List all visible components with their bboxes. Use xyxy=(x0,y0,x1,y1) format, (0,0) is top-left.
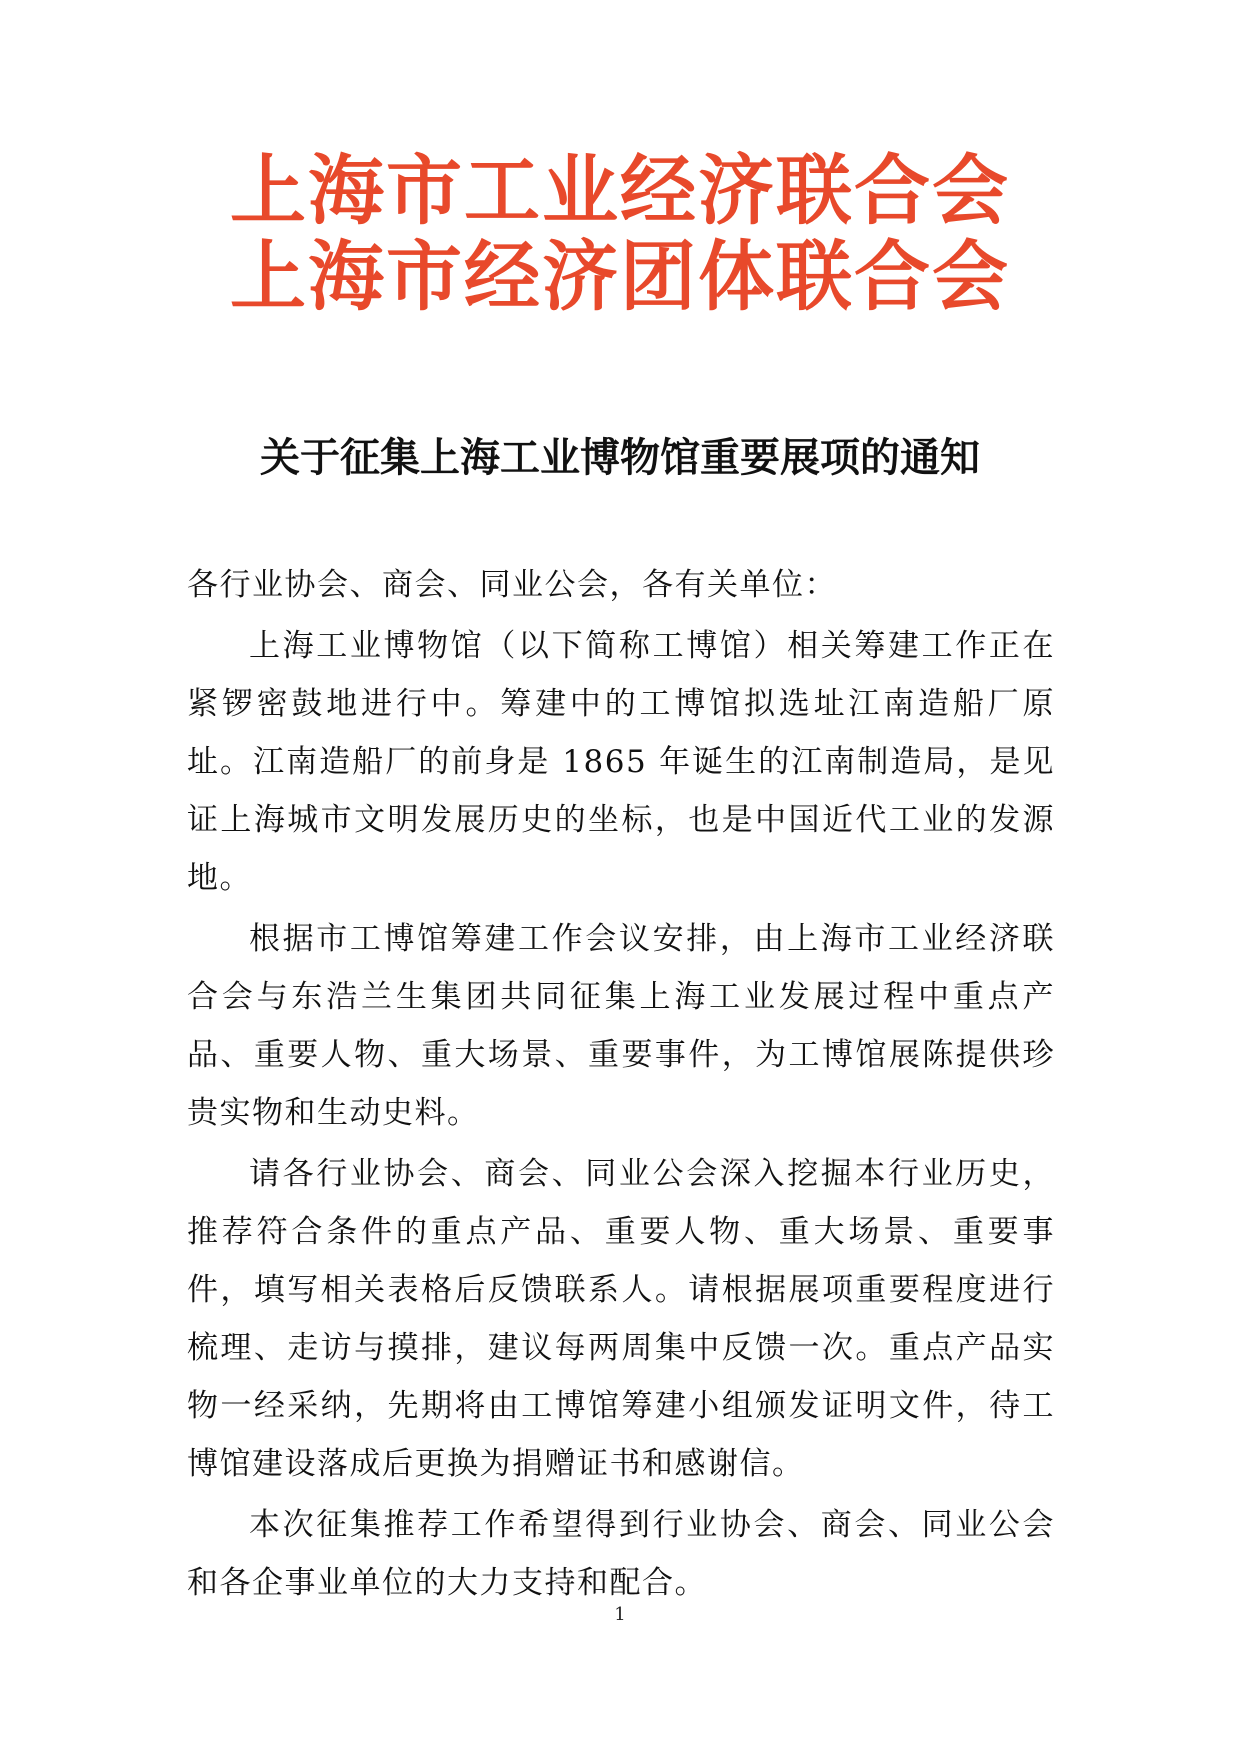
paragraph-arrangement: 根据市工博馆筹建工作会议安排，由上海市工业经济联合会与东浩兰生集团共同征集上海工业发展过程中重点产品、重要人物、重大场景、重要事件，为工博馆展陈提供珍贵实物和生动史料。 xyxy=(187,921,1055,1131)
paragraph-background: 上海工业博物馆（以下简称工博馆）相关筹建工作正在紧锣密鼓地进行中。筹建中的工博馆拟选址江南造船厂原址。江南造船厂的前身是 1865 年诞生的江南制造局，是见证上海城市文明发展历史的坐标，也是中国近代工业的发源地。 xyxy=(187,628,1055,896)
letterhead xyxy=(0,148,1240,320)
document-body xyxy=(187,556,1055,1615)
letterhead-org-economic-groups-federation: 上海市经济团体联合会 xyxy=(230,232,1010,321)
letterhead-org-industrial-economic-federation: 上海市工业经济联合会 xyxy=(230,146,1010,235)
salutation: 各行业协会、商会、同业公会，各有关单位： xyxy=(187,567,837,603)
page-number: 1 xyxy=(614,1604,626,1625)
document-title: 关于征集上海工业博物馆重要展项的通知 xyxy=(260,434,980,481)
paragraph-request: 请各行业协会、商会、同业公会深入挖掘本行业历史，推荐符合条件的重点产品、重要人物、重大场景、重要事件，填写相关表格后反馈联系人。请根据展项重要程度进行梳理、走访与摸排，建议每两周集中反馈一次。重点产品实物一经采纳，先期将由工博馆筹建小组颁发证明文件，待工博馆建设落成后更换为捐赠证书和感谢信。 xyxy=(187,1156,1055,1482)
paragraph-closing: 本次征集推荐工作希望得到行业协会、商会、同业公会和各企事业单位的大力支持和配合。 xyxy=(187,1507,1055,1601)
